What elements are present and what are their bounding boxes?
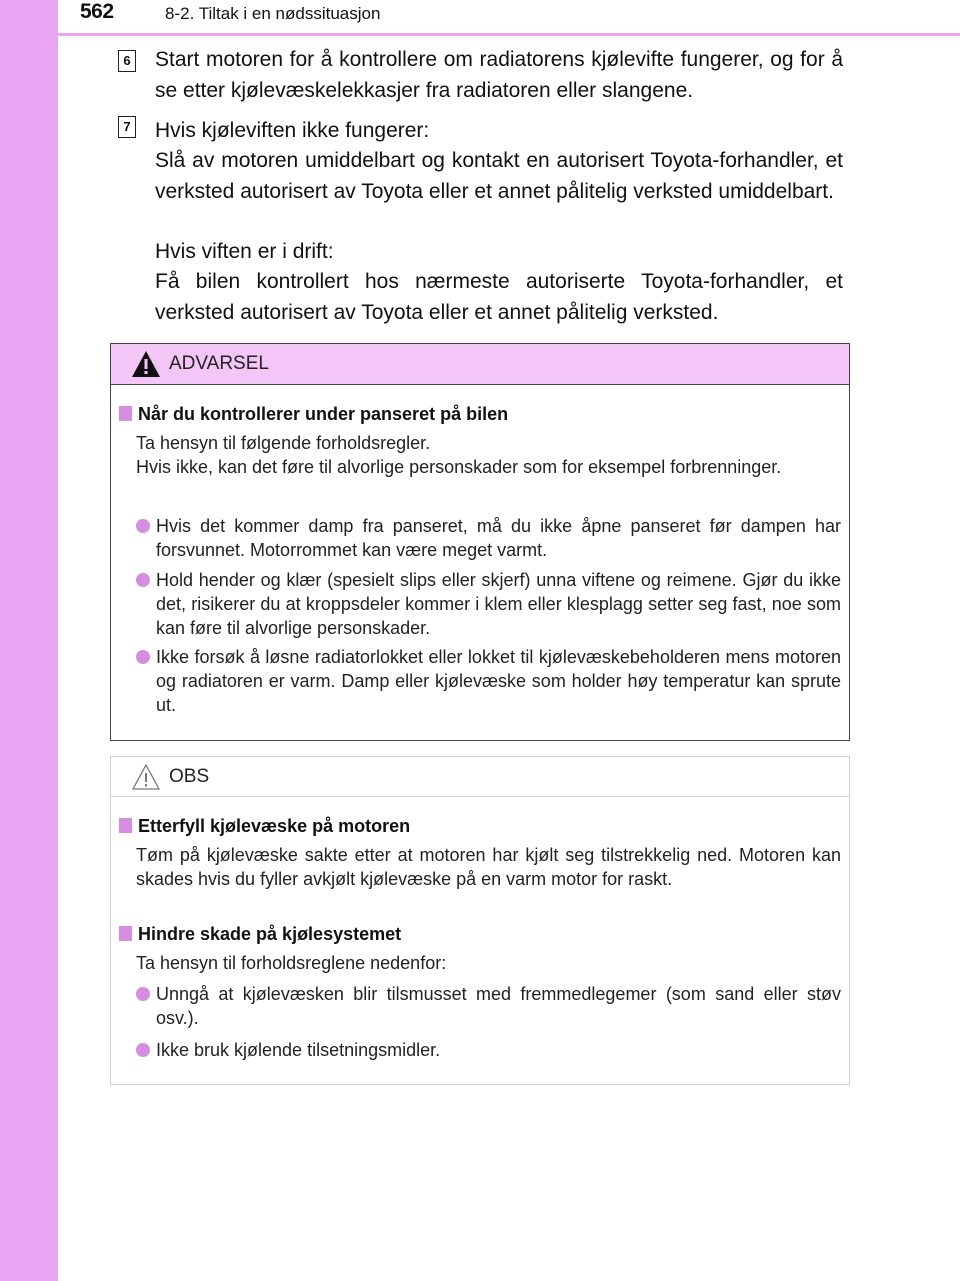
warning-header	[111, 344, 849, 385]
circle-bullet-icon	[136, 650, 150, 664]
circle-bullet-icon	[136, 519, 150, 533]
circle-bullet-icon	[136, 987, 150, 1001]
side-color-strip	[0, 0, 58, 1281]
notice-header	[111, 757, 849, 797]
step-badge-7: 7	[118, 116, 136, 138]
notice-subheading-1: Etterfyll kjølevæske på motoren	[119, 814, 410, 838]
notice-bullet-1: Unngå at kjølevæsken blir tilsmusset med fremmedlegemer (som sand eller støv osv.).	[136, 982, 841, 1030]
step-7-action-2: Få bilen kontrollert hos nærmeste autoriserte Toyota-forhandler, et verksted autorisert av Toyota eller et annet pålitelig verksted.	[155, 270, 843, 324]
warning-subheading: Når du kontrollerer under panseret på bilen	[119, 402, 508, 426]
header-divider	[58, 33, 960, 36]
warning-bullet-2: Hold hender og klær (spesielt slips eller skjerf) unna viftene og reimene. Gjør du ikke det, risikerer du at kroppsdeler kommer i klem eller klesplagg setter seg fast, noe som kan føre til alvorlige personskader.	[136, 568, 841, 640]
notice-subheading-2: Hindre skade på kjølesystemet	[119, 922, 401, 946]
warning-intro-1: Ta hensyn til følgende forholdsregler.	[136, 433, 431, 453]
caution-outline-icon	[131, 763, 161, 796]
section-title: 8-2. Tiltak i en nødssituasjon	[165, 4, 381, 23]
step-6-text: Start motoren for å kontrollere om radiatorens kjølevifte fungerer, og for å se etter kjølevæskelekkasjer fra radiatoren eller slangene.	[155, 48, 843, 102]
warning-label: ADVARSEL	[169, 353, 269, 374]
warning-box	[110, 343, 850, 741]
step-7-condition-2: Hvis viften er i drift:	[155, 240, 334, 263]
square-bullet-icon	[119, 406, 132, 421]
notice-text-2: Ta hensyn til forholdsreglene nedenfor:	[136, 953, 447, 973]
step-7-condition-1: Hvis kjøleviften ikke fungerer:	[155, 119, 430, 142]
warning-bullet-3: Ikke forsøk å løsne radiatorlokket eller lokket til kjølevæskebeholderen mens motoren og radiatoren er varm. Damp eller kjølevæske som holder høy temperatur kan sprute ut.	[136, 645, 841, 717]
step-7-action-1: Slå av motoren umiddelbart og kontakt en autorisert Toyota-forhandler, et verksted autorisert av Toyota eller et annet pålitelig verksted umiddelbart.	[155, 149, 843, 203]
notice-label: OBS	[169, 766, 210, 787]
warning-triangle-icon	[131, 350, 161, 383]
square-bullet-icon	[119, 818, 132, 833]
warning-intro-2: Hvis ikke, kan det føre til alvorlige personskader som for eksempel forbrenninger.	[136, 457, 782, 477]
square-bullet-icon	[119, 926, 132, 941]
notice-text-1: Tøm på kjølevæske sakte etter at motoren har kjølt seg tilstrekkelig ned. Motoren kan skades hvis du fyller avkjølt kjølevæske på en varm motor for raskt.	[136, 845, 841, 889]
notice-bullet-2: Ikke bruk kjølende tilsetningsmidler.	[136, 1038, 841, 1062]
warning-bullet-1: Hvis det kommer damp fra panseret, må du ikke åpne panseret før dampen har forsvunnet. Motorrommet kan være meget varmt.	[136, 514, 841, 562]
step-badge-6: 6	[118, 50, 136, 72]
notice-box	[110, 756, 850, 1085]
circle-bullet-icon	[136, 1043, 150, 1057]
circle-bullet-icon	[136, 573, 150, 587]
page-number: 562	[80, 0, 114, 23]
